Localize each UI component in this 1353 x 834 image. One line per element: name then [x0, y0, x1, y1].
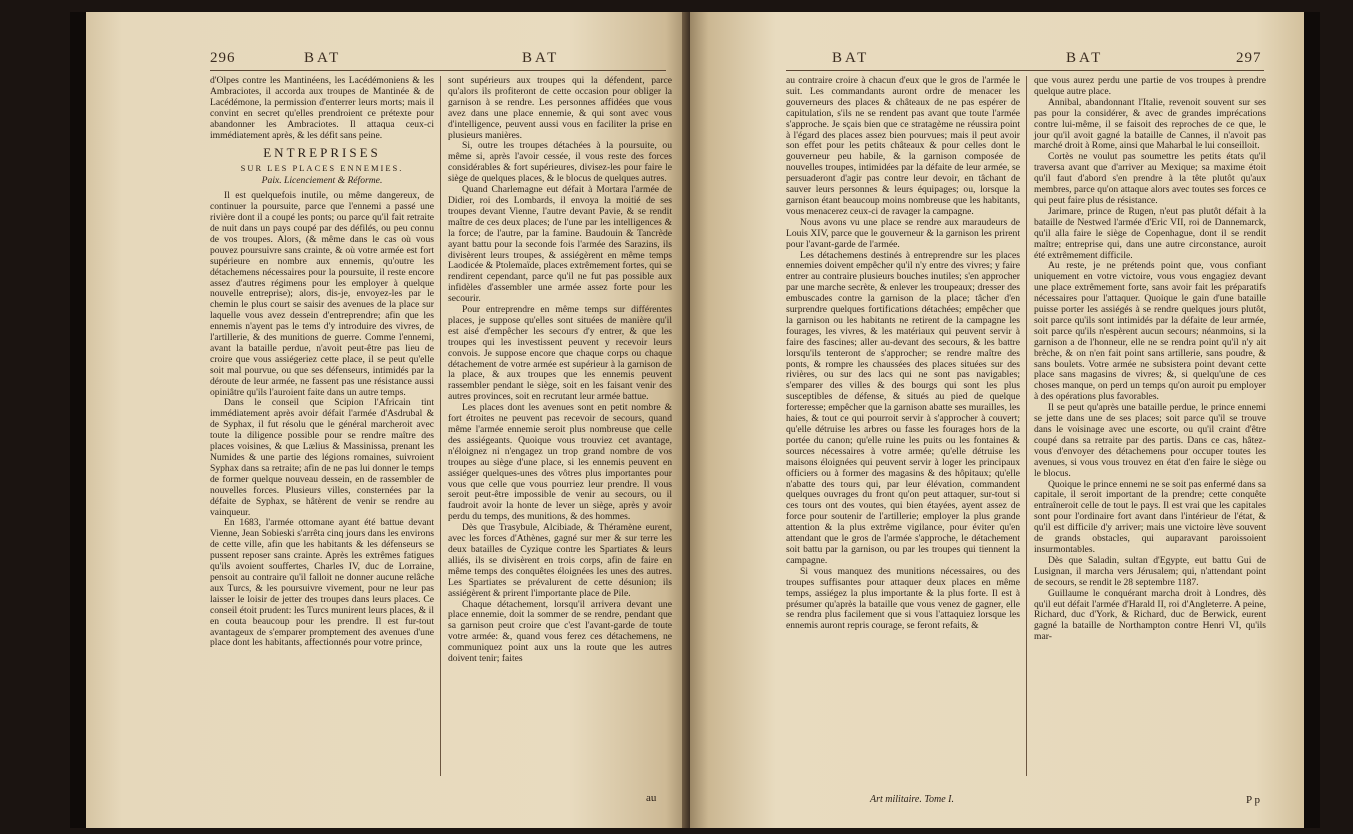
- footer-title: Art militaire. Tome I.: [870, 794, 954, 805]
- paragraph: Si, outre les troupes détachées à la poursuite, ou même si, après l'avoir cessée, il vous reste des forces considérables & fort supérieures, divisez-les pour faire le siège de quelques places, & le blocus de quelques autres.: [448, 140, 672, 185]
- running-head: BAT: [1066, 50, 1104, 66]
- paragraph: d'Olpes contre les Mantinéens, les Lacédémoniens & les Ambraciotes, il accorda aux troupes de Mantinée & de Lacédémone, la permission d'enterrer leurs morts; mais il convint en secret qu'elles prendroient ce prétexte pour abandonner les Ambraciotes. Il attaqua ceux-ci immédiatement après, & les défit sans peine.: [210, 75, 434, 141]
- paragraph: Nous avons vu une place se rendre aux maraudeurs de Louis XIV, parce que le gouverneur & la garnison les prirent pour l'avant-garde de l'armée.: [786, 216, 1020, 250]
- paragraph: Dès que Trasybule, Alcibiade, & Théramène eurent, avec les forces d'Athènes, gagné sur mer & sur terre les deux batailles de Cyzique contre les Spartiates & leurs alliés, ils se divisèrent en trois corps, afin de faire en même temps des conquêtes éloignées les unes des autres. Les Spartiates se prévalurent de cette désunion; ils assiégèrent & prirent l'importante place de Pile.: [448, 522, 672, 599]
- section-heading: ENTREPRISES: [263, 145, 381, 161]
- head-rule: [786, 70, 1264, 71]
- paragraph: Pour entreprendre en même temps sur différentes places, je suppose qu'elles sont situées de manière qu'il est aisé d'empêcher les secours d'y entrer, & que les troupes qui les investissent peuvent y recevoir leurs convois. Je suppose encore que chaque corps ou chaque détachement de votre armée est supérieur à la garnison de la place, & aux troupes que les ennemis peuvent rassembler pendant le siège, soit en les faisant venir des autres provinces, soit en recrutant leur armée battue.: [448, 304, 672, 403]
- paragraph: Quoique le prince ennemi ne se soit pas enfermé dans sa capitale, il seroit important de la prendre; cette conquête entraîneroit celle de tout le pays. Il est vrai que les capitales sont pour l'ordinaire fort avant dans l'intérieur de l'état, & qu'il est difficile d'y arriver; mais une victoire lève souvent de grands obstacles, qui auparavant paroissoient insurmontables.: [1034, 478, 1266, 555]
- paragraph: que vous aurez perdu une partie de vos troupes à prendre quelque autre place.: [1034, 75, 1266, 97]
- paragraph: Au reste, je ne prétends point que, vous confiant uniquement en votre victoire, vous vous engagiez devant une place extrêmement forte, sans avoir fait les préparatifs nécessaires pour l'attaquer. Quoique le gain d'une bataille puisse porter les assiégés à se rendre quelques jours plutôt, soit parce qu'ils sont intimidés par la défaite de leur armée, soit parce qu'ils n'espèrent aucun secours; néanmoins, si la garnison a de l'honneur, elle ne se rendra point qu'il n'y ait brèche, & on n'en fait point sans artillerie, sans poudre, & sans boulets. Votre armée ne subsistera point devant cette place sans magasins de vivres; &, si quelqu'une de ces choses manque, on perd un temps qu'on auroit pu employer à des opérations plus favorables.: [1034, 260, 1266, 403]
- left-column-2: [448, 76, 672, 665]
- right-column-2: [1034, 76, 1266, 643]
- right-page: [690, 12, 1304, 828]
- left-page: [86, 12, 690, 828]
- paragraph: Cortès ne voulut pas soumettre les petits états qu'il traversa avant que d'arriver au Mexique; sa maxime étoit qu'il faut d'abord s'en prendre à la tête plutôt qu'aux membres, parce qu'on attaque alors avec toutes ses forces ce qui peut faire plus de résistance.: [1034, 151, 1266, 206]
- right-column-1: [786, 76, 1020, 632]
- running-head: BAT: [304, 50, 342, 66]
- section-italic-subheading: Paix. Licenciement & Réforme.: [261, 175, 383, 187]
- paragraph: sont supérieurs aux troupes qui la défendent, parce qu'alors ils profiteront de cette occasion pour obliger la garnison à se rendre. Les personnes affidées que vous avez dans une place ennemie, & qui sont avec vous d'intelligence, peuvent aussi vous en faciliter la prise en plusieurs manières.: [448, 75, 672, 141]
- page-number: 297: [1236, 50, 1262, 66]
- paragraph: Les détachemens destinés à entreprendre sur les places ennemies doivent empêcher qu'il n'y entre des vivres; y faire entrer au contraire plusieurs bouches inutiles; s'en approcher par une marche secrète, & enlever les troupeaux; dresser des embuscades contre la garnison de la place; tâcher d'en surprendre quelques fortifications détachées; empêcher que la garnison ou les habitants ne retirent de la campagne les fourages, les vivres, & les matériaux qui peuvent servir à faire des fascines; aller au-devant des secours, & les battre lorsqu'ils tenteront de s'approcher; se rendre maître des ponts, & rompre les chaussées des places situées sur des rivières, ou sur des lacs qui ne sont pas navigables; s'emparer des villes & des bourgs qui sont les plus susceptibles de défense, & situés au pied de quelque forteresse; empêcher que la garnison abatte ses murailles, les haies, & tout ce qui pourroit servir à s'approcher à couvert; qu'elle détruise les arbres ou fasse les fourages hors de la portée du canon; qu'elle ruine les puits ou les fontaines & sources nécessaires à votre armée; qu'elle détruise les maisons éloignées qui peuvent servir à loger les principaux officiers ou à former des magasins & des hôpitaux; qu'elle n'abatte des tours qui, par leur élévation, commandent quelques ouvrages du front qu'on peut attaquer, sur-tout si ces tours ont des voutes, qui bien étayées, ayent assez de force pour soutenir de l'artillerie; employer la plus grande attention & la plus extrême vigilance, pour éviter qu'en attendant que le gros de l'armée s'approche, le détachement soit battu par la garnison, ou par les troupes qui tiennent la campagne.: [786, 249, 1020, 566]
- page-number: 296: [210, 50, 236, 66]
- paragraph: Il est quelquefois inutile, ou même dangereux, de continuer la poursuite, parce que l'ennemi a passé une rivière dont il a coupé les ponts; ou parce qu'il fait retraite de nuit dans un pays coupé par des défilés, ou peu connu de vos troupes. Alors, (& même dans le cas où vous pouvez poursuivre sans crainte, & où votre armée est fort supérieure en nombre aux ennemis, qu'outre les détachemens nécessaires pour la poursuite, il reste encore assez d'autres régimens pour les employer à quelque nouvelle entreprise); alors, dis-je, envoyez-les par le chemin le plus court se saisir des avenues de la place sur laquelle vous avez dessein d'entreprendre; afin que les ennemis n'ayent pas le tems d'y introduire des vivres, de l'artillerie, & des munitions de guerre. Comme l'ennemi, avant la bataille perdue, n'avoit peut-être pas lieu de croire que vous assiégeriez cette place, il se peut qu'elle soit mal pourvue, ou que ses défenseurs, intimidés par la déroute de leur armée, ne fassent pas une résistance aussi opiniâtre qu'ils l'auroient faite dans un autre temps.: [210, 190, 434, 398]
- paragraph: Guillaume le conquérant marcha droit à Londres, dès qu'il eut défait l'armée d'Harald II, roi d'Angleterre. A peine, Richard, duc d'York, & Richard, duc de Berwick, eurent gagné la bataille de Northampton contre Henri VI, qu'ils mar-: [1034, 587, 1266, 643]
- paragraph: Annibal, abandonnant l'Italie, revenoit souvent sur ses pas pour la considérer, & avec de grandes imprécations contre lui-même, il se faisoit des reproches de ce que, le jour qu'il avoit gagné la bataille de Cannes, il n'avoit pas marché droit à Rome, ainsi que Maharbal le lui conseilloit.: [1034, 96, 1266, 152]
- paragraph: Les places dont les avenues sont en petit nombre & fort étroites ne peuvent pas recevoir de secours, quand même l'armée ennemie seroit plus nombreuse que celle des assiégeants. Quoique vous trouviez cet avantage, n'éloignez ni n'engagez un trop grand nombre de vos troupes au siège d'une place, si les ennemis peuvent en assiéger quelques-unes des vôtres plus importantes pour vous que celle que vous pourriez leur prendre. Il vous seroit peut-être impossible de venir au secours, ou il faudroit avoir la honte de lever un siège, après y avoir perdu du temps, des munitions, & des hommes.: [448, 402, 672, 523]
- signature-mark: P p: [1246, 794, 1260, 806]
- column-rule: [1026, 76, 1027, 776]
- column-rule: [440, 76, 441, 776]
- head-rule: [210, 70, 666, 71]
- catchword: au: [646, 792, 657, 804]
- paragraph: Dès que Saladin, sultan d'Egypte, eut battu Gui de Lusignan, il marcha vers Jérusalem; qui, n'attendant point de secours, se rendit le 28 septembre 1187.: [1034, 554, 1266, 588]
- paragraph: Chaque détachement, lorsqu'il arrivera devant une place ennemie, doit la sommer de se rendre, pendant que sa garnison peut croire que c'est l'avant-garde de toute votre armée: &, quand vous ferez ces détachemens, ne communiquez point aux uns la route que les autres doivent tenir; faites: [448, 598, 672, 665]
- paragraph: Si vous manquez des munitions nécessaires, ou des troupes suffisantes pour attaquer deux places en même temps, assiégez la plus importante & la plus forte. Il est à présumer qu'après la bataille que vous venez de gagner, elle se rendra plus facilement que si vous l'attaquiez lorsque les ennemis auront repris courage, se feront refaits, &: [786, 565, 1020, 632]
- left-column-1: [210, 76, 434, 649]
- open-book: [70, 12, 1320, 828]
- running-head: BAT: [522, 50, 560, 66]
- running-head: BAT: [832, 50, 870, 66]
- paragraph: Il se peut qu'après une bataille perdue, le prince ennemi se jette dans une de ses places; soit parce qu'il se trouve dans le voisinage avec une escorte, ou qu'il craint d'être coupé dans sa retraite par des partis. Dans ce cas, hâtez-vous d'envoyer des détachemens pour occuper toutes les avenues, si vous vous trouvez en état d'en faire le siège ou le blocus.: [1034, 402, 1266, 479]
- section-subheading: SUR LES PLACES ENNEMIES.: [240, 163, 404, 174]
- paragraph: En 1683, l'armée ottomane ayant été battue devant Vienne, Jean Sobieski s'arrêta cinq jours dans les environs de cette ville, afin que les habitants & les défenseurs se pussent reposer sans crainte. Après les extrêmes fatigues qu'ils avoient souffertes, Charles IV, duc de Lorraine, pensoit au contraire qu'il falloit ne donner aucune relâche aux Turcs, & les poursuivre vivement, pour ne leur pas laisser le loisir de jetter des troupes dans leurs places. Ce conseil étoit prudent: les Turcs munirent leurs places, & il en couta beaucoup pour les prendre. Il est fur-tout avantageux de s'emparer promptement des avenues d'une place dont les habitants, affectionnés pour votre prince,: [210, 517, 434, 649]
- paragraph: Jarimare, prince de Rugen, n'eut pas plutôt défait à la bataille de Nestwed l'armée d'Eric VII, roi de Dannemarck, qu'il alla faire le siège de Copenhague, dont il se rendit maître; entreprise qui, dans une autre circonstance, auroit été extrêmement difficile.: [1034, 205, 1266, 261]
- paragraph: au contraire croire à chacun d'eux que le gros de l'armée le suit. Les commandants auront ordre de menacer les gouverneurs des places & châteaux de ne pas espérer de capitulation, s'ils ne se rendent pas avant que toute l'armée s'approche. Je sçais bien que ce stratagème ne réussira point à l'égard des places assez bien pourvues; mais il peut avoir son effet pour les petits châteaux & pour celles dont le gouverneur peu habile, & la garnison composée de nouvelles troupes, intimidées par la défaite de leur armée, se persuaderont d'agir pas contre leur devoir, en tâchant de sauver leurs personnes & leurs équipages; ou, lorsque la garnison étant beaucoup moins nombreuse que les habitants, vous menacerez ceux-ci de ravager la campagne.: [786, 75, 1020, 217]
- paragraph: Quand Charlemagne eut défait à Mortara l'armée de Didier, roi des Lombards, il envoya la moitié de ses troupes devant Vienne, l'autre devant Pavie, & se rendit maître de ces deux places; de l'une par les intelligences & la force; de l'autre, par la famine. Baudouin & Tancrède ayant battu pour la seconde fois l'armée des Sarazins, ils divisèrent leurs troupes, & assiégèrent en même temps Laodicée & Ptolemaïde, places extrêmement fortes, qui se rendirent cependant, parce qu'il ne fut pas possible aux infidèles d'assembler une armée assez forte pour les secourir.: [448, 184, 672, 305]
- paragraph: Dans le conseil que Scipion l'Africain tint immédiatement après avoir défait l'armée d'Asdrubal & de Syphax, il fut résolu que le général marcheroit avec toute la diligence possible pour se rendre maître des places voisines, & que Lælius & Massinissa, prenant les Numides & une partie des légions romaines, suivroient Syphax dans sa retraite; afin de ne pas lui donner le temps de former quelque nouveau dessein, en de rassembler de nouvelles forces. Plusieurs villes, consternées par la défaite de Syphax, se hâtèrent de venir se rendre au vainqueur.: [210, 397, 434, 518]
